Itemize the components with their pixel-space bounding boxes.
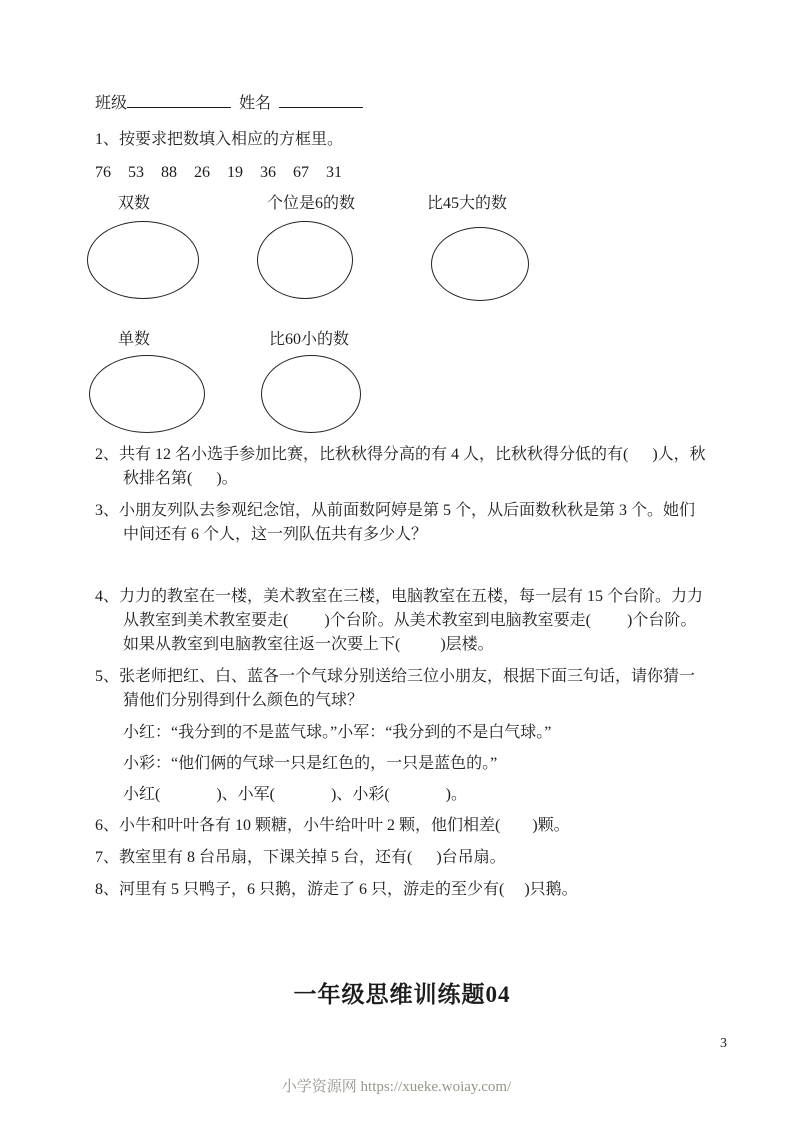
class-label: 班级: [95, 95, 128, 112]
ellipse-odd-numbers[interactable]: [89, 355, 205, 433]
question-5-answer-line: 小红( )、小军( )、小彩( )。: [123, 786, 467, 803]
number-item: 88: [161, 164, 177, 181]
number-item: 76: [95, 164, 111, 181]
student-info-line: [95, 92, 709, 116]
question-4: 4、力力的教室在一楼，美术教室在三楼，电脑教室在五楼，每一层有 15 个台阶。力力从教室到美术教室要走( )个台阶。从美术教室到电脑教室要走( )个台阶。如果从教室到电脑教室往返一次要上下( )层楼。: [95, 588, 704, 653]
number-item: 53: [128, 164, 144, 181]
question-1-sorting-area: [95, 189, 709, 443]
number-item: 19: [227, 164, 243, 181]
ellipse-ones-digit-6[interactable]: [257, 221, 353, 299]
class-blank[interactable]: [127, 93, 231, 108]
ellipse-greater-than-45[interactable]: [431, 227, 529, 301]
category-label-even: 双数: [118, 195, 151, 212]
page-number: 3: [720, 1036, 727, 1051]
question-5-clue-2: 小彩：“他们俩的气球一只是红色的，一只是蓝色的。”: [123, 755, 498, 772]
number-item: 36: [260, 164, 276, 181]
question-1-title: 1、按要求把数填入相应的方框里。: [95, 131, 344, 148]
name-label: 姓名: [239, 95, 272, 112]
question-5-intro: 5、张老师把红、白、蓝各一个气球分别送给三位小朋友，根据下面三句话，请你猜一猜他们分别得到什么颜色的气球？: [95, 668, 696, 709]
number-item: 26: [194, 164, 210, 181]
next-worksheet-title: 一年级思维训练题04: [293, 982, 511, 1007]
question-1-numbers-row: [95, 161, 709, 185]
question-5-clue-1: 小红：“我分到的不是蓝气球。”小军：“我分到的不是白气球。”: [123, 724, 552, 741]
number-item: 67: [293, 164, 309, 181]
number-item: 31: [326, 164, 342, 181]
question-7: 7、教室里有 8 台吊扇，下课关掉 5 台，还有( )台吊扇。: [95, 849, 506, 866]
question-8: 8、河里有 5 只鸭子，6 只鹅，游走了 6 只，游走的至少有( )只鹅。: [95, 881, 578, 898]
ellipse-even-numbers[interactable]: [87, 221, 199, 299]
question-3: 3、小朋友列队去参观纪念馆，从前面数阿婷是第 5 个，从后面数秋秋是第 3 个。她们中间还有 6 个人，这一列队伍共有多少人？: [95, 502, 696, 543]
question-6: 6、小牛和叶叶各有 10 颗糖，小牛给叶叶 2 颗，他们相差( )颗。: [95, 817, 570, 834]
question-2: 2、共有 12 名小选手参加比赛，比秋秋得分高的有 4 人，比秋秋得分低的有( )人，秋秋排名第( )。: [95, 446, 706, 487]
name-blank[interactable]: [279, 93, 363, 108]
category-label-greater-than-45: 比45大的数: [427, 195, 508, 212]
category-label-ones-digit-6: 个位是6的数: [267, 195, 356, 212]
category-label-less-than-60: 比60小的数: [269, 331, 350, 348]
site-footer: 小学资源网 https://xueke.woiay.com/: [281, 1079, 512, 1095]
ellipse-less-than-60[interactable]: [261, 355, 361, 433]
category-label-odd: 单数: [118, 331, 151, 348]
worksheet-content: [95, 92, 709, 1009]
